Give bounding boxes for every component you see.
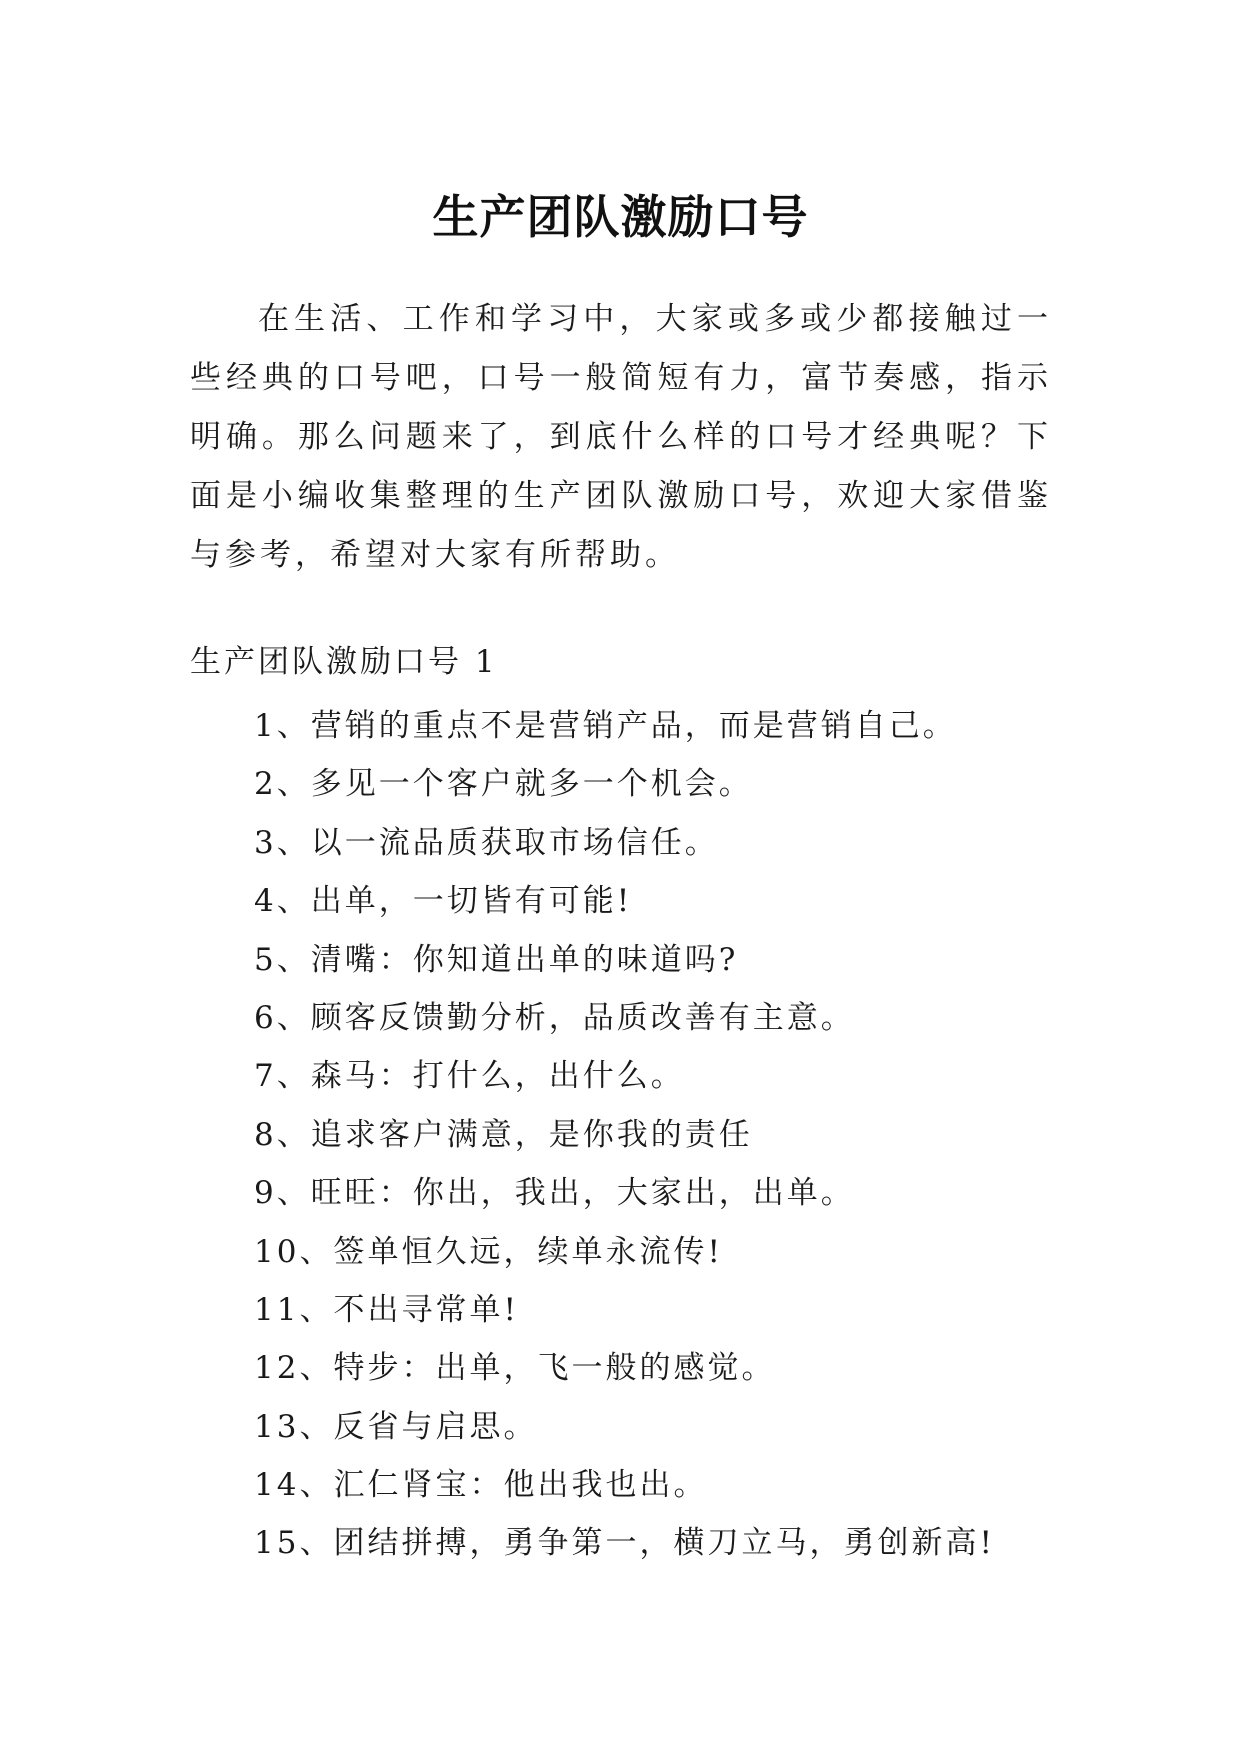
slogan-item: 8、追求客户满意，是你我的责任 (254, 1116, 753, 1153)
intro-paragraph: 在生活、工作和学习中，大家或多或少都接触过一些经典的口号吧，口号一般简短有力，富节奏感，指示明确。那么问题来了，到底什么样的口号才经典呢？下面是小编收集整理的生产团队激励口号，欢迎大家借鉴与参考，希望对大家有所帮助。 (190, 301, 1052, 573)
slogan-item: 6、顾客反馈勤分析，品质改善有主意。 (254, 999, 855, 1036)
slogan-item: 13、反省与启思。 (254, 1408, 538, 1445)
slogan-item: 15、团结拼搏，勇争第一，横刀立马，勇创新高! (254, 1525, 995, 1562)
slogan-item: 9、旺旺：你出，我出，大家出，出单。 (254, 1175, 855, 1212)
slogan-item: 2、多见一个客户就多一个机会。 (254, 766, 753, 803)
slogan-item: 7、森马：打什么，出什么。 (254, 1058, 685, 1095)
slogan-item: 1、营销的重点不是营销产品，而是营销自己。 (254, 708, 957, 744)
slogan-item: 3、以一流品质获取市场信任。 (254, 824, 719, 861)
slogan-item: 5、清嘴：你知道出单的味道吗? (254, 941, 739, 978)
slogan-item: 14、汇仁肾宝：他出我也出。 (254, 1467, 708, 1504)
section-heading: 生产团队激励口号 1 (190, 644, 498, 680)
slogan-item: 11、不出寻常单! (254, 1291, 519, 1328)
slogan-item: 4、出单，一切皆有可能! (254, 883, 633, 920)
slogan-item: 10、签单恒久远，续单永流传! (254, 1233, 723, 1270)
slogan-list (254, 697, 1054, 1573)
slogan-item: 12、特步：出单，飞一般的感觉。 (254, 1350, 776, 1387)
document-title: 生产团队激励口号 (432, 189, 809, 244)
